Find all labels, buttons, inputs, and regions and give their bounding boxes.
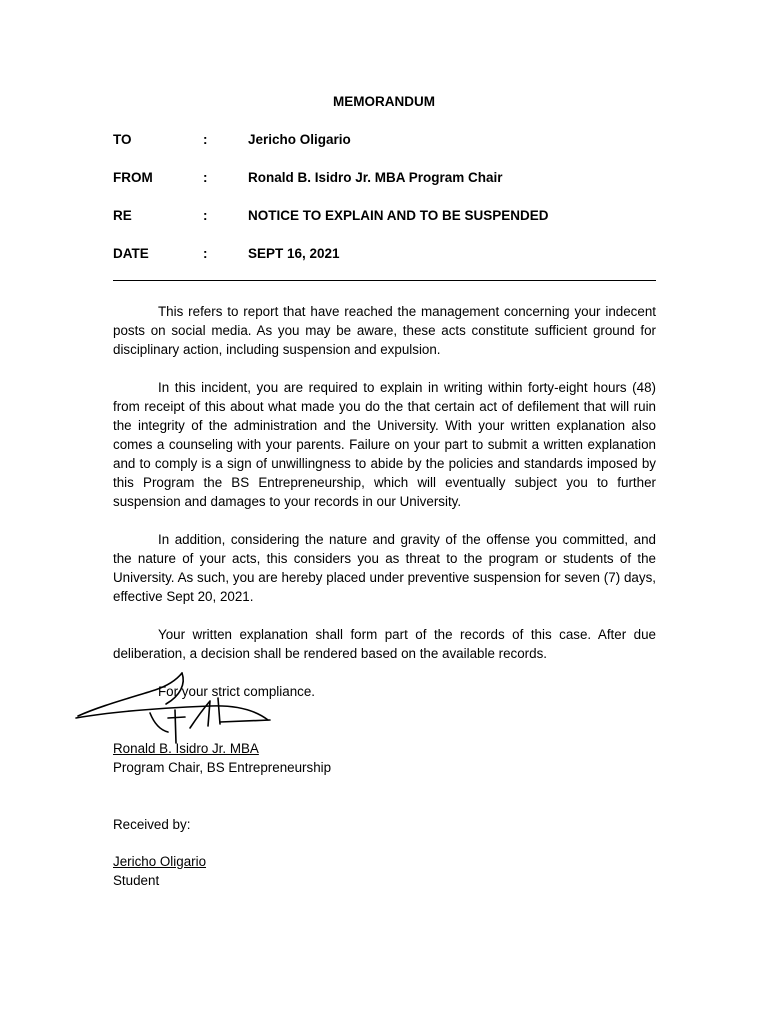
- paragraph-suspension: In addition, considering the nature and gravity of the offense you committed, and the nature of your acts, this considers you as threat to the program or students of the University. As such, you are hereby placed under preventive suspension for seven (7) days, effective Sept 20, 2021.: [113, 532, 656, 604]
- date-value: SEPT 16, 2021: [248, 246, 340, 261]
- to-value: Jericho Oligario: [248, 132, 351, 147]
- re-row: [113, 208, 673, 228]
- signatory-position: Program Chair, BS Entrepreneurship: [113, 760, 332, 775]
- to-label: TO: [113, 132, 132, 147]
- from-row: [113, 170, 673, 190]
- memo-title: MEMORANDUM: [333, 94, 435, 109]
- date-colon: :: [203, 246, 208, 261]
- paragraph-report: This refers to report that have reached the management concerning your indecent posts on social media. As you may be aware, these acts constitute sufficient ground for disciplinary action, including suspension and expulsion.: [113, 304, 656, 357]
- recipient-name: Jericho Oligario: [113, 854, 207, 869]
- date-row: [113, 246, 673, 266]
- header-divider: [113, 280, 656, 281]
- from-colon: :: [203, 170, 208, 185]
- to-colon: :: [203, 132, 208, 147]
- signatory-name: Ronald B. Isidro Jr. MBA: [113, 741, 259, 756]
- date-label: DATE: [113, 246, 149, 261]
- paragraph-records: Your written explanation shall form part of the records of this case. After due deliberation, a decision shall be rendered based on the available records.: [113, 627, 656, 661]
- re-label: RE: [113, 208, 132, 223]
- from-value: Ronald B. Isidro Jr. MBA Program Chair: [248, 170, 503, 185]
- re-value: NOTICE TO EXPLAIN AND TO BE SUSPENDED: [248, 208, 549, 223]
- re-colon: :: [203, 208, 208, 223]
- received-by-label: Received by:: [113, 817, 191, 832]
- closing-line: For your strict compliance.: [158, 684, 316, 699]
- recipient-role: Student: [113, 873, 160, 888]
- from-label: FROM: [113, 170, 153, 185]
- to-row: [113, 132, 673, 152]
- paragraph-incident: In this incident, you are required to explain in writing within forty-eight hours (48) from receipt of this about what made you do the that certain act of defilement that will ruin the integrity of the administration and the University. With your written explanation also comes a counseling with your parents. Failure on your part to submit a written explanation and to comply is a sign of unwillingness to abide by the policies and standards imposed by this Program the BS Entrepreneurship, which will eventually subject you to further suspension and damages to your records in our University.: [113, 380, 656, 509]
